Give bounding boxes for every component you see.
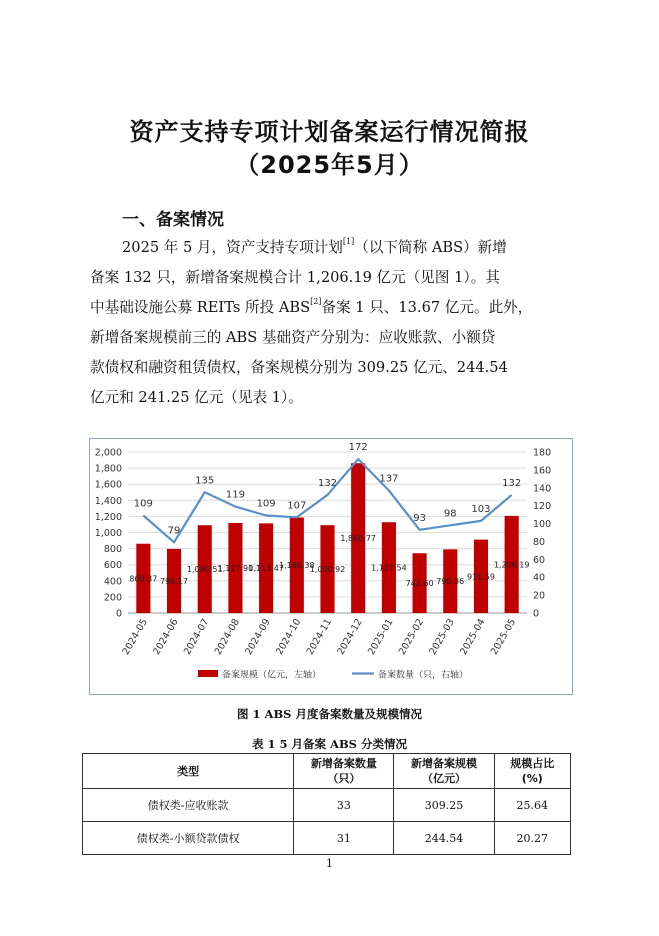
line-value-label: 172 (348, 442, 368, 454)
table-cell: 31 (294, 822, 394, 855)
paragraph-line-4: 新增备案规模前三的 ABS 基础资产分别为：应收账款、小额贷 (90, 329, 496, 346)
table-header-cell (494, 754, 570, 789)
table-cell: 244.54 (394, 822, 494, 855)
paragraph-line-2: 备案 132 只，新增备案规模合计 1,206.19 亿元（见图 1）。其 (90, 269, 500, 286)
para-text: 备案 1 只、13.67 亿元。此外， (321, 299, 533, 316)
line-value-label: 103 (471, 503, 491, 515)
line-value-label: 79 (167, 525, 181, 537)
paragraph-line-3 (90, 295, 580, 322)
bar-value-label: 790.36 (436, 577, 465, 587)
x-tick-label: 2024-09 (243, 617, 273, 657)
table-body (83, 789, 571, 855)
x-tick-label: 2025-04 (458, 617, 488, 657)
table-cell: 20.27 (494, 822, 570, 855)
line-value-label: 109 (256, 498, 276, 510)
chart-svg (90, 439, 572, 694)
line-value-label: 109 (133, 498, 153, 510)
x-tick-label: 2024-12 (335, 617, 365, 657)
table-header-text: 新增备案规模 (411, 757, 477, 770)
x-tick-label: 2025-03 (427, 617, 457, 657)
table-header-text: 新增备案数量 (310, 757, 377, 770)
bar-value-label: 1,090.51 (186, 565, 223, 575)
table-header-cell (83, 754, 294, 789)
abs-monthly-chart (89, 438, 573, 695)
table-caption: 表 1 5 月备案 ABS 分类情况 (252, 737, 407, 751)
legend-bar-label: 备案规模（亿元，左轴） (222, 670, 322, 681)
x-tick-label: 2025-01 (366, 617, 396, 657)
x-tick-label: 2024-08 (212, 617, 243, 657)
line-value-label: 137 (379, 473, 399, 485)
table-cell: 309.25 (394, 789, 494, 822)
legend-line-label: 备案数量（只，右轴） (378, 670, 469, 681)
y-right-tick-label: 20 (533, 590, 546, 602)
y-right-tick-label: 80 (533, 536, 546, 548)
legend-bar-swatch (198, 670, 218, 677)
footnote-ref-2[interactable]: [2] (310, 297, 322, 306)
x-tick-label: 2025-05 (488, 617, 519, 657)
y-left-tick-label: 1,200 (94, 511, 122, 523)
table-cell: 33 (294, 789, 394, 822)
y-left-tick-label: 600 (103, 560, 122, 572)
para-text: （以下简称 ABS）新增 (354, 239, 507, 256)
table-header-text: 规模占比 (510, 757, 555, 770)
table-header-text: 类型 (177, 764, 200, 778)
bar-value-label: 1,860.77 (340, 534, 377, 544)
line-value-label: 107 (287, 500, 307, 512)
line-value-label: 98 (443, 508, 457, 520)
bar-value-label: 860.37 (129, 574, 158, 584)
x-tick-label: 2024-07 (181, 617, 212, 657)
table-cell: 债权类-应收账款 (83, 789, 294, 822)
table-row (83, 789, 571, 822)
y-right-tick-label: 100 (533, 519, 552, 531)
bar-value-label: 742.60 (405, 579, 434, 589)
y-right-tick-label: 160 (533, 465, 552, 477)
x-tick-label: 2025-02 (396, 617, 427, 657)
y-right-tick-label: 120 (533, 501, 552, 513)
abs-category-table (82, 753, 571, 855)
table-header-text: (%) (521, 772, 543, 785)
paragraph-line-1 (90, 235, 580, 262)
paragraph-line-5: 款债权和融资租赁债权，备案规模分别为 309.25 亿元、244.54 (90, 359, 508, 376)
y-left-tick-label: 0 (115, 608, 122, 620)
x-tick-label: 2024-10 (274, 617, 304, 657)
y-left-tick-label: 200 (103, 592, 122, 604)
table-header-row (83, 754, 571, 789)
table-header-text: （亿元） (422, 772, 466, 785)
line-value-label: 135 (195, 475, 215, 487)
line-value-label: 93 (413, 512, 426, 524)
y-left-tick-label: 2,000 (94, 447, 122, 459)
y-right-tick-label: 40 (533, 572, 546, 584)
line-value-label: 132 (317, 477, 338, 489)
x-tick-label: 2024-05 (120, 617, 150, 657)
line-value-label: 132 (502, 477, 522, 489)
report-period: （2025年5月） (235, 151, 424, 179)
line-value-label: 119 (225, 489, 245, 501)
table-cell: 债权类-小额贷款债权 (83, 822, 294, 855)
paragraph-line-6: 亿元和 241.25 亿元（见表 1）。 (90, 389, 303, 406)
table-header-text: （只） (327, 772, 361, 785)
figure-caption: 图 1 ABS 月度备案数量及规模情况 (237, 707, 422, 721)
bar-value-label: 1,090.92 (309, 565, 346, 575)
report-title: 资产支持专项计划备案运行情况简报 (129, 118, 530, 146)
x-tick-label: 2024-06 (151, 617, 181, 657)
bar-value-label: 1,206.19 (493, 560, 530, 570)
y-left-tick-label: 400 (103, 576, 122, 588)
section-heading: 一、备案情况 (122, 210, 224, 230)
bar-value-label: 1,117.90 (217, 564, 254, 574)
y-right-tick-label: 60 (533, 554, 546, 566)
bar-value-label: 1,186.38 (278, 561, 315, 571)
table-cell: 25.64 (494, 789, 570, 822)
bar-value-label: 911.59 (466, 572, 495, 582)
table-header-cell (394, 754, 494, 789)
y-left-tick-label: 800 (103, 544, 122, 556)
y-left-tick-label: 1,000 (94, 528, 122, 539)
page-number: 1 (326, 857, 333, 870)
y-left-tick-label: 1,800 (94, 463, 122, 475)
bar-value-label: 1,127.54 (371, 563, 407, 573)
y-right-tick-label: 180 (533, 447, 552, 459)
para-text: 2025 年 5 月，资产支持专项计划 (122, 239, 343, 256)
table-row (83, 822, 571, 855)
table-header-cell (294, 754, 394, 789)
bar-value-label: 796.17 (160, 576, 189, 586)
y-left-tick-label: 1,600 (94, 479, 122, 491)
para-text: 中基础设施公募 REITs 所投 ABS (90, 299, 311, 316)
footnote-ref-1[interactable]: [1] (342, 237, 355, 246)
x-tick-label: 2024-11 (304, 617, 335, 657)
y-left-tick-label: 1,400 (94, 495, 122, 507)
y-right-tick-label: 140 (533, 483, 552, 495)
y-right-tick-label: 0 (533, 608, 540, 620)
bar-value-label: 1,113.47 (248, 564, 284, 574)
